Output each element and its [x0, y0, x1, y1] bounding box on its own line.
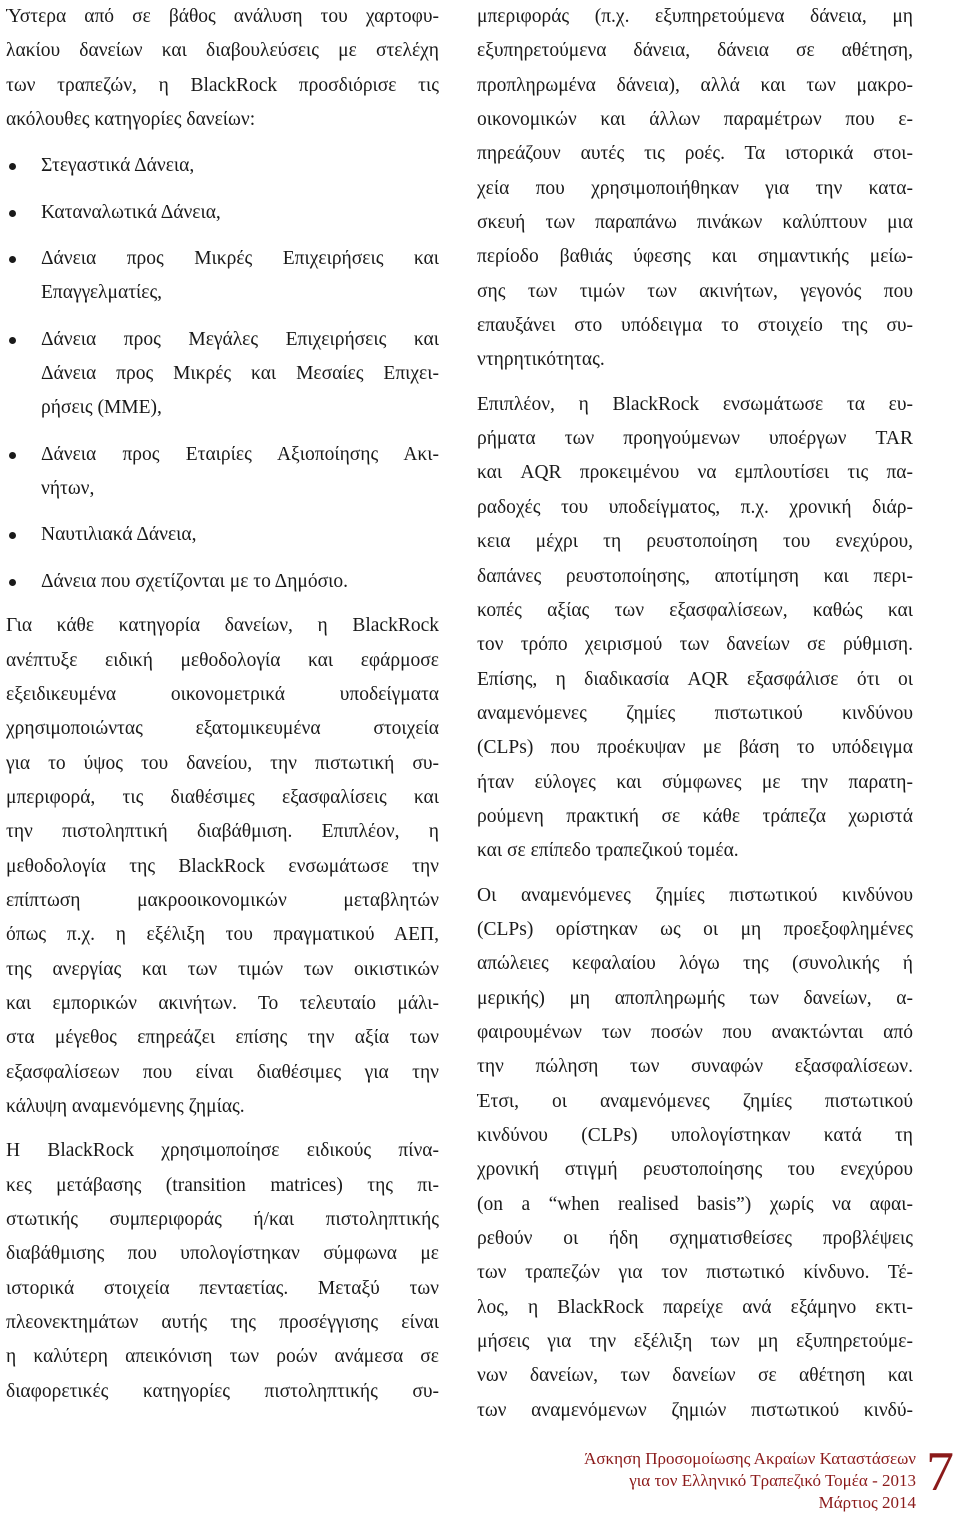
list-item [6, 242, 439, 311]
footer-date: Μάρτιος 2014 [818, 1493, 916, 1512]
footer [560, 1448, 916, 1514]
text-line: στωτικής συμπεριφοράς ή/και πιστοληπτικής [6, 1209, 439, 1230]
list-item-text: Δάνεια προς Μεγάλες Επιχειρήσεις και [41, 328, 439, 350]
text-line: ακόλουθες κατηγορίες δανείων: [6, 109, 256, 131]
text-line: όπως π.χ. η εξέλιξη του πραγματικού ΑΕΠ, [6, 924, 439, 946]
text-line: Οι αναμενόμενες ζημίες πιστωτικού κινδύνου [477, 884, 913, 906]
assumptions-paragraph [477, 388, 913, 869]
text-line: μπεριφοράς (π.χ. εξυπηρετούμενα δάνεια, μη [477, 6, 913, 27]
text-line: των αναμενόμενων ζημιών πιστωτικού κινδύ- [477, 1399, 913, 1421]
text-line: και σε επίπεδο τραπεζικού τομέα. [477, 840, 739, 862]
list-item-text: Ναυτιλιακά Δάνεια, [41, 524, 197, 546]
text-line: Η BlackRock χρησιμοποίησε ειδικούς πίνα- [6, 1140, 439, 1162]
text-line: διαβάθμισης που υπολογίστηκαν σύμφωνα με [6, 1243, 439, 1265]
bullet-icon [9, 579, 16, 586]
text-line: μερικής) μη αποπληρωμής των δανείων, α- [477, 987, 913, 1009]
text-line: και εμπορικών ακινήτων. Το τελευταίο μάλι- [6, 992, 439, 1014]
text-line: ντηρητικότητας. [477, 349, 605, 371]
right-column [477, 0, 913, 1428]
text-line: διαφορετικές κατηγορίες πιστοληπτικής συ- [6, 1380, 439, 1402]
list-item-text: νήτων, [41, 478, 95, 500]
list-item [6, 196, 439, 230]
text-line: την πιστοληπτική διαβάθμιση. Επιπλέον, η [6, 821, 439, 843]
text-line: απώλειες κεφαλαίου λόγω της (συνολικής ή [477, 953, 913, 975]
text-line: επαυξάνει στο υπόδειγμα το στοιχείο της συ- [477, 315, 913, 337]
text-line: (CLPs) που προέκυψαν με βάση το υπόδειγμα [477, 737, 913, 759]
text-line: αναμενόμενες ζημίες πιστωτικού κινδύνου [477, 702, 913, 724]
list-item-line [6, 438, 439, 472]
list-item-text: Δάνεια προς Μικρές Επιχειρήσεις και [41, 248, 439, 270]
text-line: Επιπλέον, η BlackRock ενσωμάτωσε τα ευ- [477, 393, 913, 415]
text-line: της ανεργίας και των τιμών των οικιστικών [6, 958, 439, 980]
list-item-line [6, 196, 439, 230]
text-line: την πώληση των συναφών εξασφαλίσεων. [477, 1056, 913, 1078]
text-line: ραδοχές του υποδείγματος, π.χ. χρονική διάρ- [477, 496, 913, 518]
text-line: και AQR προκειμένου να εμπλουτίσει τις πα- [477, 462, 913, 484]
list-item-text: Δάνεια προς Μικρές και Μεσαίες Επιχει- [41, 363, 439, 385]
text-line: ρεθούν οι ήδη σχηματισθείσες προβλέψεις [477, 1228, 913, 1250]
list-item-line [6, 276, 439, 310]
text-line: ρήματα των προηγούμενων υποέργων TAR [477, 428, 913, 450]
bullet-icon [9, 452, 16, 459]
text-line: Έτσι, οι αναμενόμενες ζημίες πιστωτικού [477, 1090, 913, 1112]
text-line: νων δανείων, των δανείων σε αθέτηση και [477, 1365, 913, 1387]
text-line: πλεονεκτημάτων αυτής της προσέγγισης είναι [6, 1312, 439, 1334]
list-item-line [6, 472, 439, 506]
text-line: των τραπεζών, η BlackRock προσδιόρισε τις [6, 74, 439, 96]
bullet-icon [9, 532, 16, 539]
text-line: ιστορικά στοιχεία πενταετίας. Μεταξύ των [6, 1277, 439, 1299]
list-item [6, 565, 439, 599]
text-line: φαιρουμένων των ποσών που ανακτώνται από [477, 1021, 913, 1043]
footer-title: Άσκηση Προσομοίωσης Ακραίων Καταστάσεων [584, 1449, 916, 1468]
text-line: των τραπεζών για τον πιστωτικό κίνδυνο. Τέ- [477, 1262, 913, 1284]
list-item-text: Στεγαστικά Δάνεια, [41, 155, 195, 177]
list-item-text: Επαγγελματίες, [41, 282, 163, 304]
clps-paragraph [477, 879, 913, 1429]
transition-matrices-paragraph [6, 1134, 439, 1409]
loan-category-list [6, 149, 439, 599]
list-item-line [6, 565, 439, 599]
text-line: (CLPs) ορίστηκαν ως οι μη προεξοφλημένες [477, 918, 913, 940]
text-line: χεία που χρησιμοποιήθηκαν για την κατα- [477, 177, 913, 199]
list-item [6, 438, 439, 507]
text-line: κινδύνου (CLPs) υπολογίστηκαν κατά τη [477, 1125, 913, 1146]
list-item-text: Δάνεια προς Εταιρίες Αξιοποίησης Ακι- [41, 443, 439, 465]
text-line: πηρεάζουν αυτές τις ροές. Τα ιστορικά στοι- [477, 143, 913, 165]
list-item-line [6, 149, 439, 183]
text-line: χρησιμοποιώντας εξατομικευμένα στοιχεία [6, 718, 439, 740]
footer-subtitle: για τον Ελληνικό Τραπεζικό Τομέα - 2013 [629, 1471, 916, 1490]
list-item-line [6, 357, 439, 391]
text-line: ρούμενη πρακτική σε κάθε τράπεζα χωριστά [477, 805, 913, 827]
text-line: ήταν εύλογες και σύμφωνες με την παρατη- [477, 771, 913, 793]
text-line: εξασφαλίσεων που είναι διαθέσιμες για την [6, 1061, 439, 1083]
bullet-icon [9, 256, 16, 263]
list-item-line [6, 323, 439, 357]
text-line: Επίσης, η διαδικασία AQR εξασφάλισε ότι οι [477, 668, 913, 690]
text-line: λος, η BlackRock παρείχε ανά εξάμηνο εκτι- [477, 1296, 913, 1318]
bullet-icon [9, 163, 16, 170]
text-line: σης των τιμών των ακινήτων, γεγονός που [477, 280, 913, 302]
list-item-text: ρήσεις (ΜΜΕ), [41, 397, 162, 419]
list-item-line [6, 242, 439, 276]
text-line: Ύστερα από σε βάθος ανάλυση του χαρτοφυ- [6, 6, 439, 27]
text-line: κοπές αξίας των εξασφαλίσεων, καθώς και [477, 599, 913, 621]
text-line: δαπάνες ρευστοποίησης, αποτίμηση και περι- [477, 565, 913, 587]
list-item-text: Καταναλωτικά Δάνεια, [41, 201, 221, 223]
bullet-icon [9, 337, 16, 344]
text-line: μήσεις για την εξέλιξη των μη εξυπηρετούμε- [477, 1331, 913, 1353]
text-line: στα μέγεθος επηρεάζει επίσης την αξία των [6, 1027, 439, 1049]
text-line: επίπτωση μακροοικονομικών μεταβλητών [6, 889, 439, 911]
left-column [6, 0, 439, 1409]
list-item [6, 518, 439, 552]
text-line: τον τρόπο χειρισμού των δανείων σε ρύθμιση. [477, 634, 913, 656]
page-number: 7 [926, 1441, 954, 1503]
text-line: σκευή των παραπάνω πινάκων καλύπτουν μια [477, 212, 913, 234]
text-line: κεια μέχρι τη ρευστοποίηση του ενεχύρου, [477, 531, 913, 553]
text-line: λακίου δανείων και διαβουλεύσεις με στελέχη [6, 40, 439, 62]
text-line: μεθοδολογία της BlackRock ενσωμάτωσε την [6, 855, 439, 877]
list-item [6, 149, 439, 183]
text-line: χρονική στιγμή ρευστοποίησης του ενεχύρου [477, 1159, 913, 1181]
text-line: μπεριφορά, τις διαθέσιμες εξασφαλίσεις και [6, 786, 439, 808]
text-line: η καλύτερη απεικόνιση των ροών ανάμεσα σε [6, 1346, 439, 1368]
text-line: προπληρωμένα δάνεια), αλλά και των μακρο- [477, 74, 913, 96]
bullet-icon [9, 210, 16, 217]
text-line: περίοδο βαθιάς ύφεσης και σημαντικής μείω- [477, 246, 913, 268]
text-line: για το ύψος του δανείου, την πιστωτική συ- [6, 752, 439, 774]
text-line: κάλυψη αναμενόμενης ζημίας. [6, 1095, 245, 1117]
flows-paragraph [477, 0, 913, 378]
text-line: Για κάθε κατηγορία δανείων, η BlackRock [6, 615, 439, 637]
text-line: οικονομικών και άλλων παραμέτρων που ε- [477, 109, 913, 131]
list-item-text: Δάνεια που σχετίζονται με το Δημόσιο. [41, 570, 348, 592]
list-item [6, 323, 439, 426]
text-line: ανέπτυξε ειδική μεθοδολογία και εφάρμοσε [6, 649, 439, 671]
text-line: εξυπηρετούμενα δάνεια, δάνεια σε αθέτηση, [477, 40, 913, 62]
intro-paragraph [6, 0, 439, 137]
text-line: κες μετάβασης (transition matrices) της πι- [6, 1174, 439, 1196]
text-line: (on a “when realised basis”) χωρίς να αφαι- [477, 1193, 913, 1215]
methodology-paragraph [6, 609, 439, 1124]
text-line: εξειδικευμένα οικονομετρικά υποδείγματα [6, 683, 439, 705]
list-item-line [6, 391, 439, 425]
list-item-line [6, 518, 439, 552]
